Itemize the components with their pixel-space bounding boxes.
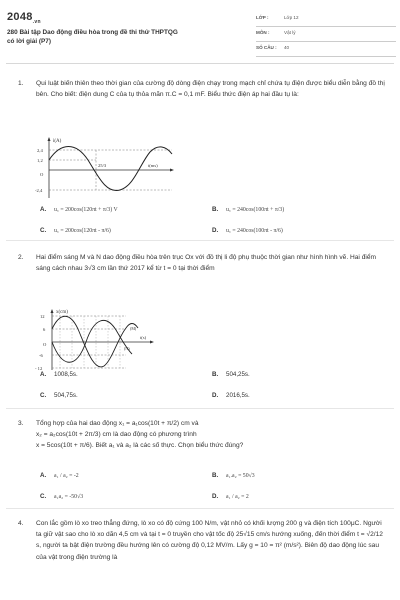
svg-text:12: 12 (40, 314, 45, 319)
svg-text:(M): (M) (130, 326, 137, 331)
svg-text:(N): (N) (124, 346, 130, 351)
svg-text:2,4: 2,4 (37, 148, 43, 153)
svg-text:t(ms): t(ms) (148, 163, 158, 168)
header-divider (6, 63, 394, 64)
question-text: Tổng hợp của hai dao động x₁ = a₁cos(10t + π/2) cm và x₂ = a₂cos(10t + 2π/3) cm là dao động có phương trình x = 5cos(10t + π/6). Biết a₁ và a₂ là các số thực. Chọn biểu thức đúng? (36, 420, 244, 450)
svg-text:t(s): t(s) (140, 335, 147, 340)
option-d[interactable]: D. 2016,5s. (212, 392, 250, 399)
question-number: 1. (18, 80, 24, 87)
option-a[interactable]: A. a₁ / a₂ = -2 (40, 472, 79, 479)
option-c[interactable]: C. u꜀ = 200cos(120πt - π/6) (40, 227, 111, 234)
svg-text:O: O (43, 342, 47, 347)
question-divider (6, 240, 394, 241)
question-divider (6, 508, 394, 509)
x-axis-arrow (170, 169, 174, 172)
meta-question-count: SỐ CÂU : 40 (256, 42, 396, 57)
meta-class: LỚP : Lớp 12 (256, 12, 396, 27)
site-logo[interactable]: $2048_{.vn}$ (7, 11, 41, 26)
option-b[interactable]: B. u꜀ = 240cos(100πt + π/3) (212, 206, 285, 213)
svg-text:-6: -6 (39, 353, 43, 358)
option-a[interactable]: A. 1008,5s. (40, 371, 78, 378)
option-c[interactable]: C. 504,75s. (40, 392, 78, 399)
option-a[interactable]: A. u꜀ = 200cos(120πt + π/3) V (40, 206, 118, 213)
svg-text:i(A): i(A) (53, 139, 62, 144)
option-c[interactable]: C. a₁a₂ = -50√3 (40, 493, 84, 500)
svg-text:1,2: 1,2 (37, 158, 43, 163)
question-number: 3. (18, 420, 24, 427)
svg-text:- 12: - 12 (35, 366, 43, 371)
option-b[interactable]: B. a₁.a₂ = 50√3 (212, 472, 255, 479)
option-b[interactable]: B. 504,25s. (212, 371, 250, 378)
meta-subject: MÔN : Vật lý (256, 27, 396, 42)
question-divider (6, 408, 394, 409)
svg-text:x(cm): x(cm) (56, 310, 68, 315)
option-d[interactable]: D. u꜀ = 240cos(100πt - π/6) (212, 227, 283, 234)
y-axis-arrow (48, 137, 51, 141)
option-d[interactable]: D. a₁ / a₂ = 2 (212, 493, 249, 500)
document-meta (256, 12, 396, 57)
displacement-graph-figure (36, 308, 156, 372)
question-number: 2. (18, 254, 24, 261)
y-axis-arrow (51, 309, 54, 313)
current-curve (49, 147, 172, 191)
svg-text:-2,4: -2,4 (35, 188, 43, 193)
document-header (0, 0, 400, 62)
svg-text:6: 6 (43, 327, 46, 332)
x-axis-arrow (150, 341, 154, 344)
document-title: 280 Bài tập Dao động điều hòa trong đề thi thử THPTQG có lời giải (P7) (7, 29, 178, 45)
question-number: 4. (18, 520, 24, 527)
current-graph-figure (36, 136, 176, 202)
question-text: Hai điểm sáng M và N dao động điều hòa trên trục Ox với đồ thị li độ phụ thuộc thời gian như hình hình vẽ. Hai điểm sáng cách nhau 3√3 cm lần thứ 2017 kể từ t = 0 tại thời điểm (36, 254, 377, 273)
svg-text:O: O (40, 172, 44, 177)
curve-m (52, 316, 138, 367)
question-text: Con lắc gồm lò xo treo thẳng đứng, lò xo có độ cứng 100 N/m, vật nhỏ có khối lượng 200 g và điện tích 100μC. Người ta giữ vật sao cho lò xo dãn 4,5 cm và tại t = 0 truyền cho vật tốc độ 25√15 cm/s hướng xuống, đến thời điểm t = √2/12 s, người ta bật điện trường đều hướng lên có cường độ 0,12 MV/m. Lấy g = 10 = π² (m/s²). Biên độ dao động lúc sau của vật trong điện trường là (36, 520, 383, 561)
question-text: Qui luật biến thiên theo thời gian của cường độ dòng điện chạy trong mạch chỉ chứa tụ điện được biểu diễn bằng đồ thị bên. Cho biết: điện dung C của tụ thỏa mãn π.C = 0,1 mF. Biểu thức điện áp hai đầu tụ là: (36, 80, 385, 99)
svg-text:25/3: 25/3 (98, 163, 107, 168)
